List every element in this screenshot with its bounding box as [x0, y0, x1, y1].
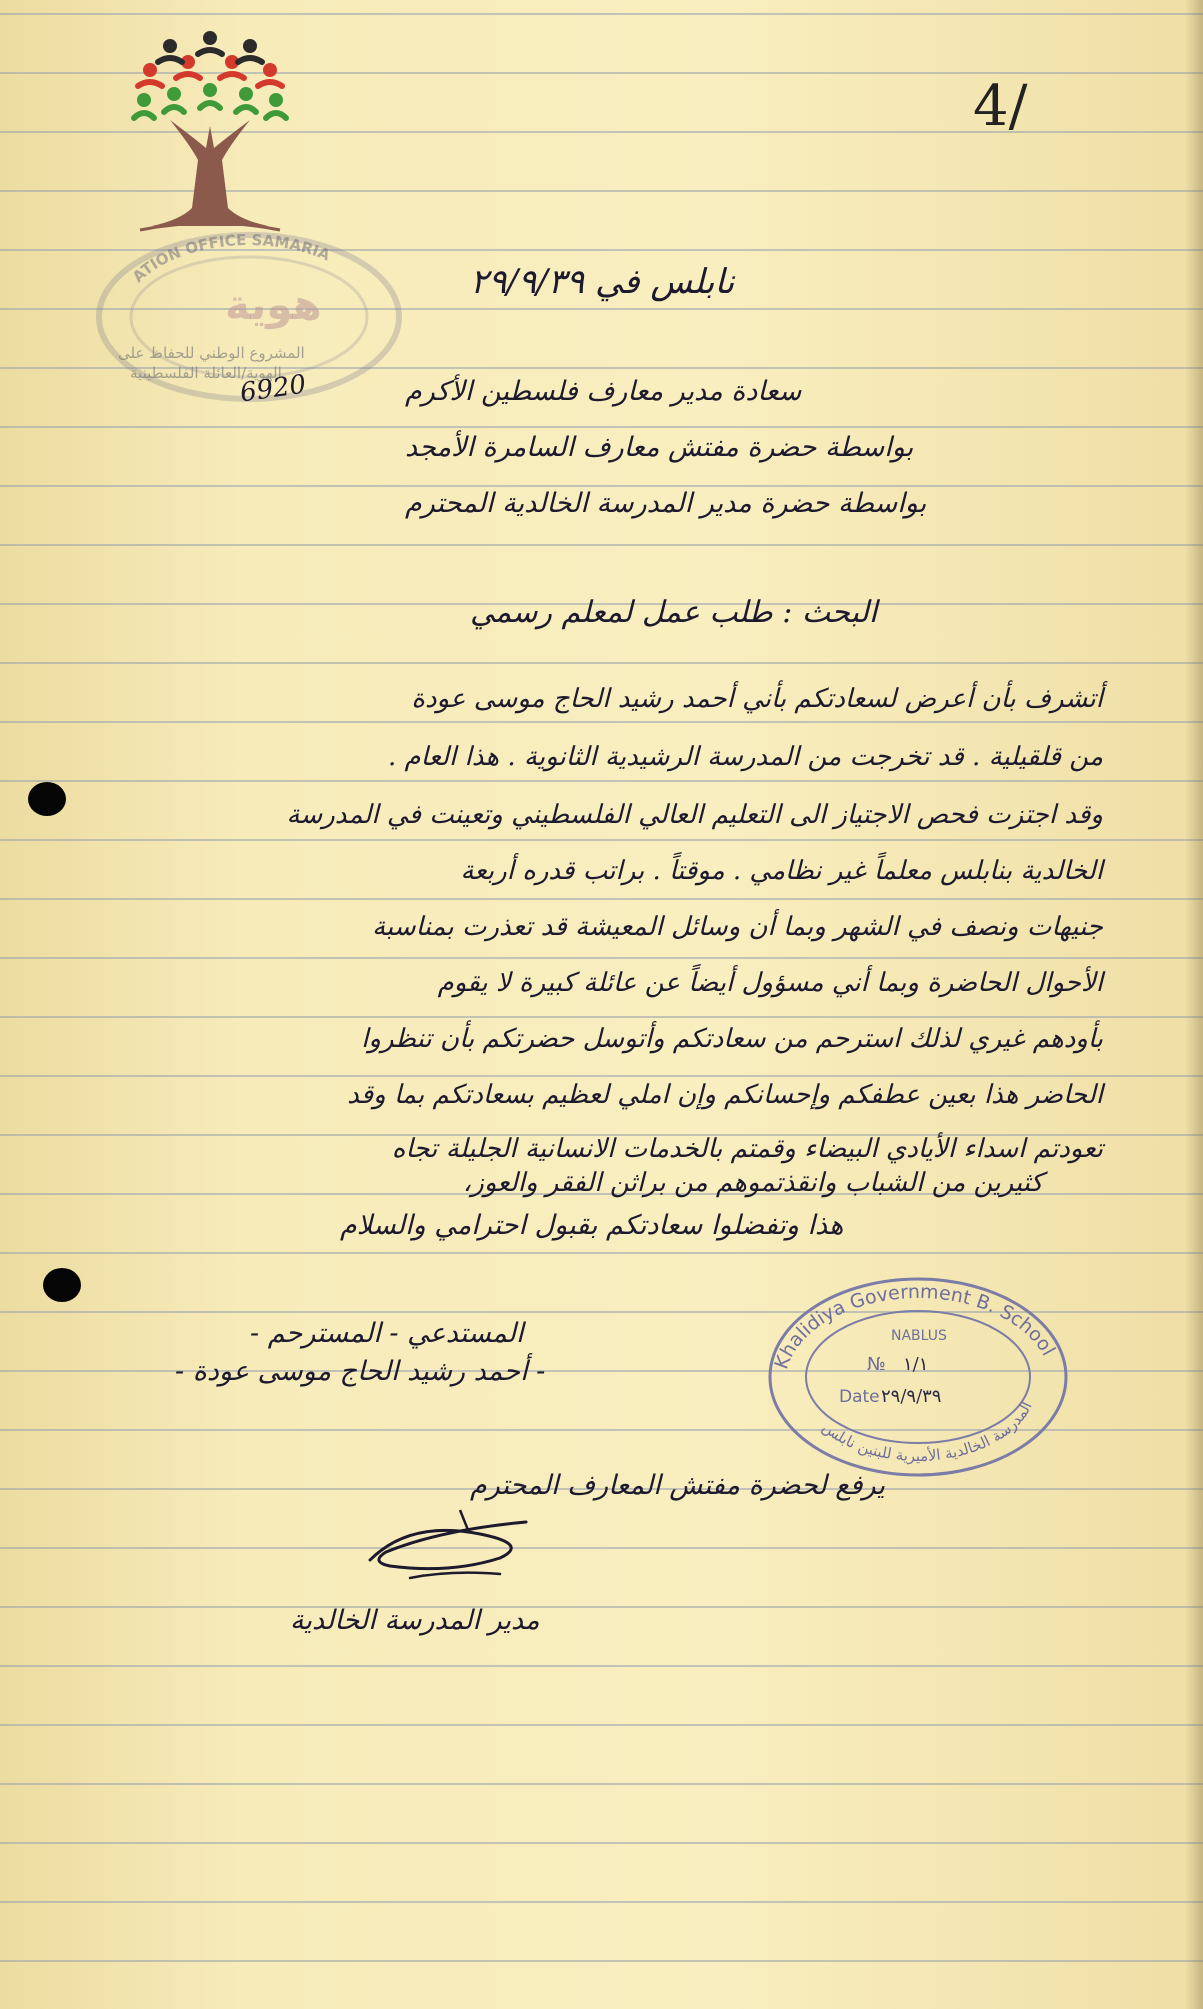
- body-line-6: الأحوال الحاضرة وبما أني مسؤول أيضاً عن عائلة كبيرة لا يقوم: [437, 968, 1103, 998]
- svg-text:المدرسة الخالدية الأميرية للبن: [819, 1399, 1036, 1465]
- director-title: مدير المدرسة الخالدية: [290, 1605, 540, 1636]
- body-line-9: تعودتم اسداء الأيادي البيضاء وقمتم بالخدمات الانسانية الجليلة تجاه: [391, 1134, 1103, 1164]
- body-line-5: جنيهات ونصف في الشهر وبما أن وسائل المعيشة قد تعذرت بمناسبة: [372, 912, 1103, 942]
- body-line-10: كثيرين من الشباب وانقذتموهم من براثن الفقر والعوز،: [462, 1168, 1043, 1198]
- logo-subtitle-1: المشروع الوطني للحفاظ على: [118, 344, 305, 362]
- stamp-date-value: ٢٩/٩/٣٩: [881, 1386, 942, 1407]
- logo-title: هوية: [225, 280, 322, 329]
- forwarding-note: يرفع لحضرة مفتش المعارف المحترم: [470, 1470, 885, 1501]
- body-line-7: بأودهم غيري لذلك استرحم من سعادتكم وأتوسل حضرتكم بأن تنظروا: [361, 1024, 1103, 1054]
- closing-line: هذا وتفضلوا سعادتكم بقبول احترامي والسلام: [340, 1210, 844, 1241]
- body-line-1: أتشرف بأن أعرض لسعادتكم بأني أحمد رشيد الحاج موسى عودة: [411, 684, 1103, 714]
- signature-name: - أحمد رشيد الحاج موسى عودة -: [175, 1356, 546, 1387]
- body-line-8: الحاضر هذا بعين عطفكم وإحسانكم وإن املي لعظيم بسعادتكم بما وقد: [347, 1080, 1103, 1110]
- address-line-2: بواسطة حضرة مفتش معارف السامرة الأمجد: [405, 432, 914, 463]
- faded-stamp-text: ATION OFFICE SAMARIA: [128, 230, 333, 286]
- body-line-3: وقد اجتزت فحص الاجتياز الى التعليم العالي الفلسطيني وتعينت في المدرسة: [286, 800, 1103, 830]
- address-line-1: سعادة مدير معارف فلسطين الأكرم: [405, 376, 802, 407]
- address-line-3: بواسطة حضرة مدير المدرسة الخالدية المحترم: [405, 488, 927, 519]
- punch-hole-2: [43, 1268, 81, 1302]
- signature-label: المستدعي - المسترحم -: [250, 1318, 524, 1349]
- body-line-2: من قلقيلية . قد تخرجت من المدرسة الرشيدية الثانوية . هذا العام .: [388, 742, 1103, 772]
- stamp-number-label: №: [867, 1354, 886, 1375]
- stamp-school-name-arabic: المدرسة الخالدية الأميرية للبنين نابلس: [818, 1398, 1036, 1466]
- stamp-date-label: Date: [839, 1387, 880, 1407]
- director-signature: [350, 1500, 550, 1595]
- reference-number: 6920: [238, 369, 308, 409]
- stamp-number-value: ١/١: [903, 1354, 929, 1375]
- punch-hole-1: [28, 782, 66, 816]
- tree-people-logo: [130, 30, 290, 245]
- subject-line: البحث : طلب عمل لمعلم رسمي: [470, 595, 878, 630]
- body-line-4: الخالدية بنابلس معلماً غير نظامي . موقتاً . براتب قدره أربعة: [460, 856, 1103, 886]
- date-line: نابلس في ٢٩/٩/٣٩: [470, 262, 735, 302]
- paper-edge-shadow: [1185, 0, 1203, 2009]
- stamp-city: NABLUS: [891, 1328, 947, 1344]
- stamp-school-name: Khalidiya Government B. School: [770, 1280, 1060, 1372]
- school-stamp: [763, 1272, 1073, 1482]
- page-number: 4/: [973, 74, 1028, 139]
- logo-subtitle-2: الهوية/العائلة الفلسطينية: [130, 364, 282, 382]
